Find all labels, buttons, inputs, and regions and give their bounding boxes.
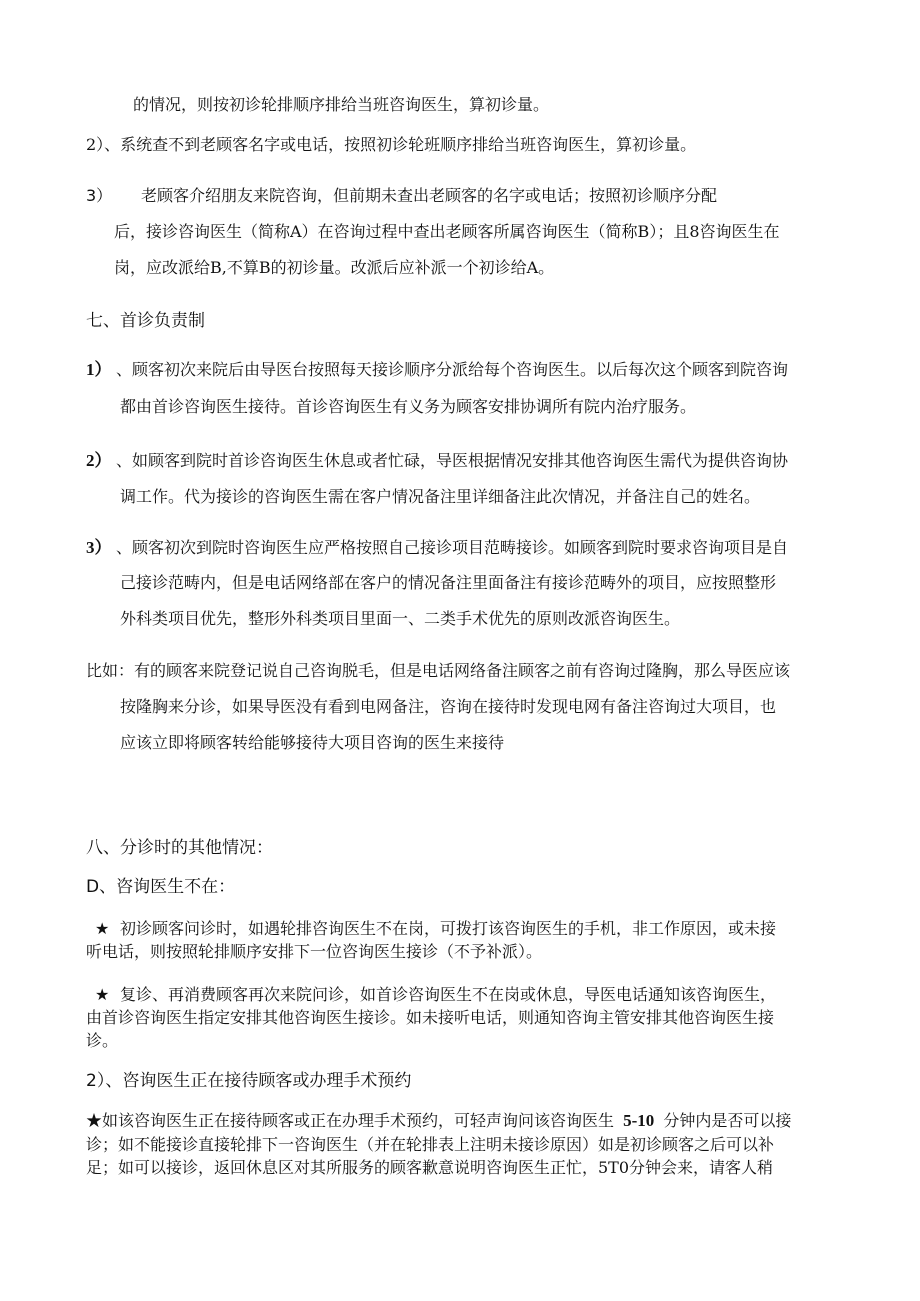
para-2-line1-text: ★如该咨询医生正在接待顾客或正在办理手术预约，可轻声询问该咨询医生 bbox=[86, 1111, 615, 1130]
section-7-heading: 七、首诊负责制 bbox=[86, 311, 205, 331]
section-8-heading: 八、分诊时的其他情况： bbox=[86, 838, 273, 858]
para-2-line1 bbox=[86, 1111, 791, 1131]
para-2-line1-tail: 分钟内是否可以接 bbox=[663, 1111, 792, 1130]
star-icon: ★ bbox=[95, 919, 110, 938]
subsection-d-heading: D、咨询医生不在： bbox=[86, 877, 236, 897]
para-2-line3: 足；如可以接诊，返回休息区对其所服务的顾客歉意说明咨询医生正忙，5T0分钟会来，请客人稍 bbox=[86, 1158, 774, 1177]
para-d-star2-line3: 诊。 bbox=[86, 1031, 119, 1050]
para-6-item-3-line3: 岗，应改派给B,不算B的初诊量。改派后应补派一个初诊给A。 bbox=[114, 258, 555, 277]
para-6-2-continued: 的情况，则按初诊轮排顺序排给当班咨询医生，算初诊量。 bbox=[133, 95, 550, 114]
para-7-item-1-line2: 都由首诊咨询医生接待。首诊咨询医生有义务为顾客安排协调所有院内治疗服务。 bbox=[120, 397, 697, 416]
time-range: 5-10 bbox=[623, 1111, 655, 1130]
para-7-item-3-line3: 外科类项目优先，整形外科类项目里面一、二类手术优先的原则改派咨询医生。 bbox=[120, 609, 681, 628]
para-7-item-2-line1: 、如顾客到院时首诊咨询医生休息或者忙碌，导医根据情况安排其他咨询医生需代为提供咨询协 bbox=[116, 451, 789, 470]
para-6-item-3-line2: 后，接诊咨询医生（简称A）在咨询过程中查出老顾客所属咨询医生（简称B）；且8咨询医生在 bbox=[114, 222, 780, 241]
example-line2: 按隆胸来分诊，如果导医没有看到电网备注，咨询在接待时发现电网有备注咨询过大项目，也 bbox=[120, 697, 777, 716]
example-line1: 比如：有的顾客来院登记说自己咨询脱毛，但是电话网络备注顾客之前有咨询过隆胸，那么导医应该 bbox=[86, 661, 791, 680]
para-7-item-1-line1: 、顾客初次来院后由导医台按照每天接诊顺序分派给每个咨询医生。以后每次这个顾客到院咨询 bbox=[116, 360, 789, 379]
para-d-star1-line1: 初诊顾客问诊时，如遇轮排咨询医生不在岗，可拨打该咨询医生的手机，非工作原因，或未接 bbox=[120, 919, 777, 938]
para-7-item-3-number: 3） bbox=[86, 538, 112, 557]
para-6-item-3-line1: 老顾客介绍朋友来院咨询，但前期未查出老顾客的名字或电话；按照初诊顺序分配 bbox=[141, 186, 718, 205]
para-6-item-2: 2）、系统查不到老顾客名字或电话，按照初诊轮班顺序排给当班咨询医生，算初诊量。 bbox=[86, 135, 697, 154]
para-6-item-3-number: 3） bbox=[86, 186, 113, 205]
star-icon: ★ bbox=[95, 985, 110, 1004]
para-7-item-2-line2: 调工作。代为接诊的咨询医生需在客户情况备注里详细备注此次情况，并备注自己的姓名。 bbox=[120, 487, 761, 506]
para-d-star2-line2: 由首诊咨询医生指定安排其他咨询医生接诊。如未接听电话，则通知咨询主管安排其他咨询医生接 bbox=[86, 1008, 775, 1027]
para-7-item-3-line1: 、顾客初次到院时咨询医生应严格按照自己接诊项目范畴接诊。如顾客到院时要求咨询项目是自 bbox=[116, 538, 789, 557]
example-line3: 应该立即将顾客转给能够接待大项目咨询的医生来接待 bbox=[120, 733, 505, 752]
para-d-star2-line1: 复诊、再消费顾客再次来院问诊，如首诊咨询医生不在岗或休息，导医电话通知该咨询医生， bbox=[120, 985, 777, 1004]
para-d-star1-line2: 听电话，则按照轮排顺序安排下一位咨询医生接诊（不予补派）。 bbox=[86, 942, 543, 961]
para-7-item-1-number: 1） bbox=[86, 360, 112, 379]
subsection-2-heading: 2）、咨询医生正在接待顾客或办理手术预约 bbox=[86, 1071, 412, 1091]
para-7-item-2-number: 2） bbox=[86, 451, 112, 470]
para-7-item-3-line2: 己接诊范畴内，但是电话网络部在客户的情况备注里面备注有接诊范畴外的项目，应按照整形 bbox=[120, 573, 777, 592]
para-2-line2: 诊；如不能接诊直接轮排下一咨询医生（并在轮排表上注明未接诊原因）如是初诊顾客之后可以补 bbox=[86, 1135, 775, 1154]
